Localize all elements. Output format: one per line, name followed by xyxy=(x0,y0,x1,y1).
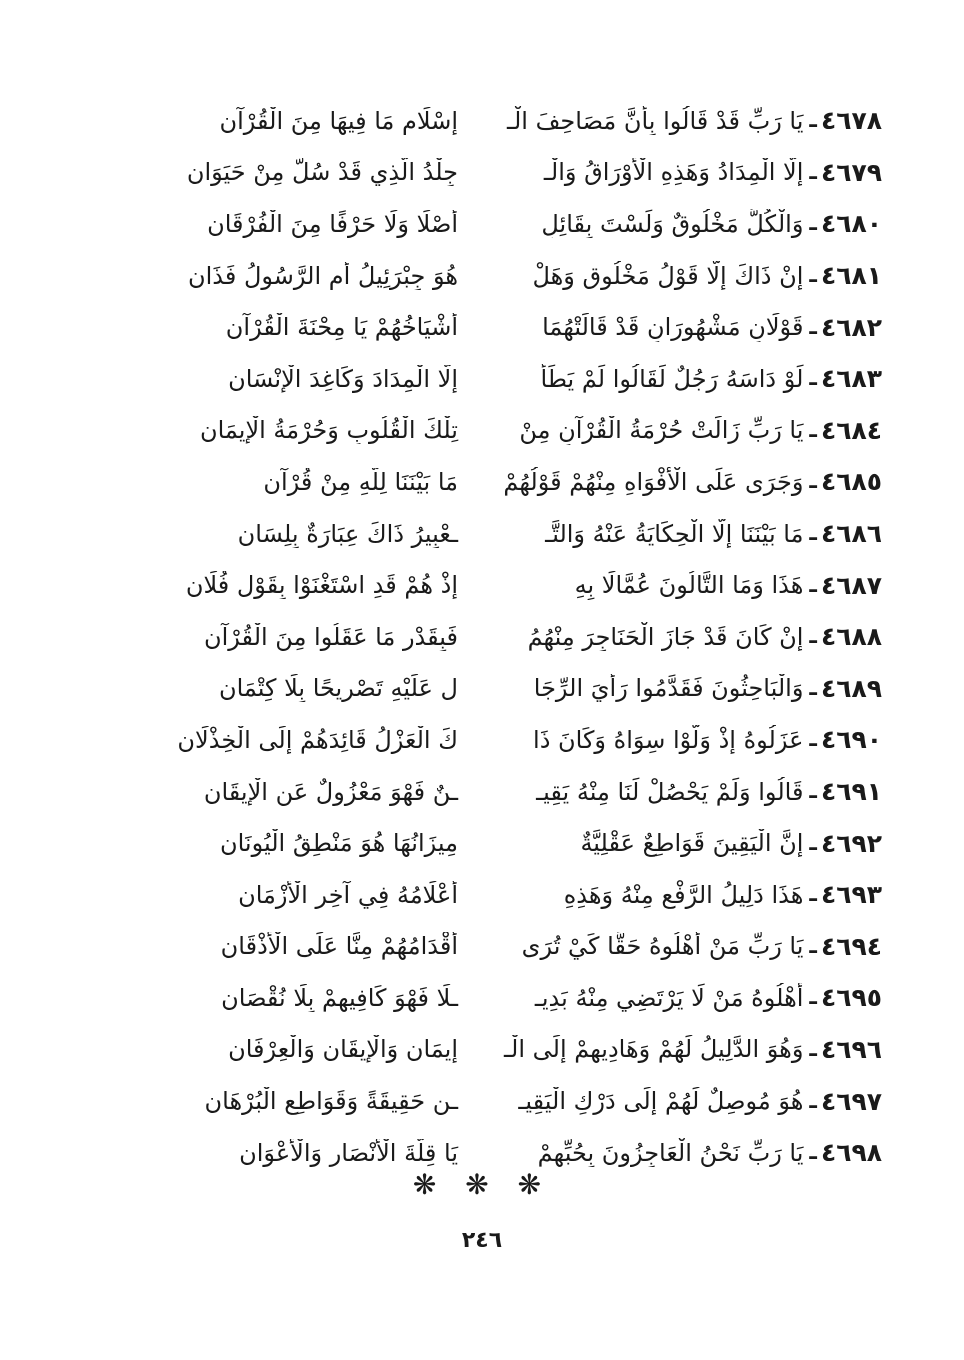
second-hemistich: أَقْدَامُهُمْ مِنَّا عَلَى الْأَذْقَانِ xyxy=(220,932,458,961)
first-hemistich: وَالْكُلُّ مَخْلُوقٌ وَلَسْتَ بِقَائِلٍ xyxy=(541,209,804,238)
verse-dash: ـ xyxy=(809,314,817,340)
first-hemistich-cell xyxy=(472,106,882,135)
second-hemistich: أَعْلَامُهُ فِي آخِرِ الْأَزْمَانِ xyxy=(238,880,458,909)
verse-row xyxy=(62,1024,882,1076)
verse-dash: ـ xyxy=(809,469,817,495)
second-hemistich-cell xyxy=(62,210,472,238)
first-hemistich: قَوْلَانِ مَشْهُورَانِ قَدْ قَالَتْهُمَا xyxy=(542,313,804,342)
second-hemistich: ـلًا فَهْوَ كَافِيهِمْ بِلَا نُقْصَانِ xyxy=(221,983,458,1012)
first-hemistich-cell xyxy=(472,880,882,909)
second-hemistich: تِلْكَ الْقُلُوبِ وَحُرْمَةُ الْإِيمَانِ xyxy=(199,416,458,445)
verse-dash: ـ xyxy=(809,211,817,237)
verse-row xyxy=(62,611,882,663)
verse-dash: ـ xyxy=(809,417,817,443)
verse-row xyxy=(62,147,882,199)
first-hemistich-cell xyxy=(472,932,882,961)
verse-dash: ـ xyxy=(809,1036,817,1062)
verse-number: ٤٦٨٠ xyxy=(820,209,882,239)
verse-number: ٤٦٩٦ xyxy=(820,1034,882,1064)
first-hemistich: هَذَا وَمَا التَّالُونَ عُمَّالًا بِهِ xyxy=(574,571,804,600)
first-hemistich: أَهْلُوهُ مَنْ لَا يَرْتَضِي مِنْهُ بَدِيـ xyxy=(534,983,804,1012)
verse-row xyxy=(62,559,882,611)
first-hemistich: يَا رَبِّ نَحْنُ الْعَاجِزُونَ بِحُبِّهِمْ xyxy=(537,1138,804,1167)
verse-dash: ـ xyxy=(809,933,817,959)
first-hemistich: إِنَّ الْيَقِينَ قَوَاطِعٌ عَقْلِيَّةٌ xyxy=(580,829,804,858)
verse-row xyxy=(62,198,882,250)
verse-dash: ـ xyxy=(809,1140,817,1166)
verse-number: ٤٦٩٣ xyxy=(820,880,882,910)
verse-dash: ـ xyxy=(809,366,817,392)
first-hemistich: يَا رَبِّ مَنْ أَهْلُوهُ حَقًّا كَيْ تُرَى xyxy=(521,932,804,961)
second-hemistich: لِ عَلَيْهِ تَصْرِيحًا بِلَا كِتْمَانِ xyxy=(218,674,458,703)
verse-dash: ـ xyxy=(809,159,817,185)
poem-verses xyxy=(62,95,882,1178)
verse-row xyxy=(62,766,882,818)
verse-dash: ـ xyxy=(809,521,817,547)
verse-dash: ـ xyxy=(809,572,817,598)
second-hemistich: إِلَّا الْمِدَادَ وَكَاغِدَ الْإِنْسَانِ xyxy=(228,364,458,393)
first-hemistich-cell xyxy=(472,829,882,858)
second-hemistich-cell xyxy=(62,1035,472,1063)
verse-number: ٤٦٩٤ xyxy=(820,931,882,961)
first-hemistich-cell xyxy=(472,1138,882,1167)
second-hemistich-cell xyxy=(62,571,472,599)
verse-dash: ـ xyxy=(809,727,817,753)
verse-dash: ـ xyxy=(809,779,817,805)
verse-row xyxy=(62,972,882,1024)
second-hemistich-cell xyxy=(62,520,472,548)
verse-row xyxy=(62,1075,882,1127)
first-hemistich-cell xyxy=(472,519,882,548)
verse-number: ٤٦٨٣ xyxy=(820,364,882,394)
verse-number: ٤٦٨١ xyxy=(820,261,882,291)
verse-row xyxy=(62,405,882,457)
first-hemistich: إِنْ ذَاكَ إِلَّا قَوْلُ مَخْلُوقٍ وَهَلْ xyxy=(532,261,804,290)
first-hemistich-cell xyxy=(472,983,882,1012)
second-hemistich-cell xyxy=(62,674,472,702)
second-hemistich: ـنِ حَقِيقَةً وَقَوَاطِعِ الْبُرْهَانِ xyxy=(204,1087,458,1116)
first-hemistich-cell xyxy=(472,467,882,496)
verse-number: ٤٦٨٨ xyxy=(820,622,882,652)
first-hemistich: هَذَا دَلِيلُ الرَّفْعِ مِنْهُ وَهَذِهِ xyxy=(563,880,804,909)
verse-row xyxy=(62,869,882,921)
verse-row xyxy=(62,817,882,869)
first-hemistich-cell xyxy=(472,622,882,651)
verse-dash: ـ xyxy=(809,675,817,701)
verse-number: ٤٦٩١ xyxy=(820,777,882,807)
second-hemistich-cell xyxy=(62,984,472,1012)
second-hemistich: مَا بَيْنَنَا لِلَّهِ مِنْ قُرْآنِ xyxy=(263,467,458,496)
verse-row xyxy=(62,714,882,766)
second-hemistich-cell xyxy=(62,829,472,857)
first-hemistich-cell xyxy=(472,261,882,290)
second-hemistich: أَصْلًا وَلَا حَرْفًا مِنَ الْفُرْقَانِ xyxy=(207,209,458,238)
first-hemistich-cell xyxy=(472,725,882,754)
verse-row xyxy=(62,95,882,147)
verse-row xyxy=(62,353,882,405)
verse-number: ٤٦٨٦ xyxy=(820,519,882,549)
verse-number: ٤٦٩٠ xyxy=(820,725,882,755)
verse-row xyxy=(62,250,882,302)
verse-number: ٤٦٧٩ xyxy=(820,157,882,187)
verse-number: ٤٦٨٩ xyxy=(820,673,882,703)
verse-row xyxy=(62,921,882,973)
verse-row xyxy=(62,456,882,508)
second-hemistich-cell xyxy=(62,623,472,651)
second-hemistich: كَ الْعَزْلُ قَائِدَهُمْ إِلَى الْخِذْلَانِ xyxy=(177,725,458,754)
first-hemistich-cell xyxy=(472,313,882,342)
first-hemistich-cell xyxy=(472,364,882,393)
second-hemistich: إِسْلَامِ مَا فِيهَا مِنَ الْقُرْآنِ xyxy=(219,106,458,135)
verse-number: ٤٦٩٢ xyxy=(820,828,882,858)
verse-number: ٤٦٨٤ xyxy=(820,415,882,445)
second-hemistich-cell xyxy=(62,313,472,341)
first-hemistich-cell xyxy=(472,416,882,445)
section-separator: ❋ ❋ ❋ xyxy=(412,1168,552,1201)
first-hemistich: هُوَ مُوصِلٌ لَهُمْ إِلَى دَرْكِ الْيَقِيـ xyxy=(518,1087,804,1116)
verse-number: ٤٦٨٧ xyxy=(820,570,882,600)
verse-number: ٤٦٨٢ xyxy=(820,312,882,342)
first-hemistich-cell xyxy=(472,209,882,238)
second-hemistich: مِيزَانُهَا هُوَ مَنْطِقُ الْيُونَانِ xyxy=(219,829,458,858)
first-hemistich: وَجَرَى عَلَى الْأَفْوَاهِ مِنْهُمْ قَوْلُهُمْ xyxy=(503,467,804,496)
verse-number: ٤٦٨٥ xyxy=(820,467,882,497)
first-hemistich: وَالْبَاحِثُونَ فَقَدَّمُوا رَأْيَ الرِّجَا xyxy=(533,674,804,703)
first-hemistich-cell xyxy=(472,1035,882,1064)
second-hemistich: إِيمَانِ وَالْإِيقَانِ وَالْعِرْفَانِ xyxy=(228,1035,458,1064)
first-hemistich: عَزَلُوهُ إِذْ وَلَّوْا سِوَاهُ وَكَانَ ذَا xyxy=(533,725,804,754)
first-hemistich-cell xyxy=(472,1087,882,1116)
verse-number: ٤٦٧٨ xyxy=(820,106,882,136)
first-hemistich-cell xyxy=(472,674,882,703)
verse-dash: ـ xyxy=(809,624,817,650)
second-hemistich-cell xyxy=(62,932,472,960)
verse-row xyxy=(62,508,882,560)
second-hemistich-cell xyxy=(62,726,472,754)
verse-dash: ـ xyxy=(809,263,817,289)
first-hemistich: لَوْ دَاسَهُ رَجُلٌ لَقَالُوا لَمْ يَطَأْ xyxy=(540,364,804,393)
first-hemistich: يَا رَبِّ زَالَتْ حُرْمَةُ الْقُرْآنِ مِنْ xyxy=(519,416,804,445)
first-hemistich: قَالُوا وَلَمْ يَحْصُلْ لَنَا مِنْهُ يَقِيـ xyxy=(536,777,804,806)
verse-number: ٤٦٩٥ xyxy=(820,983,882,1013)
second-hemistich-cell xyxy=(62,365,472,393)
verse-row xyxy=(62,301,882,353)
second-hemistich-cell xyxy=(62,262,472,290)
second-hemistich: إِذْ هُمْ قَدِ اسْتَغْنَوْا بِقَوْلِ فُلَانِ xyxy=(185,571,458,600)
page-number: ٢٤٦ xyxy=(461,1228,503,1253)
first-hemistich-cell xyxy=(472,571,882,600)
second-hemistich: هُوَ جِبْرَئِيلُ أَمِ الرَّسُولُ فَذَانِ xyxy=(187,261,458,290)
verse-dash: ـ xyxy=(809,985,817,1011)
second-hemistich-cell xyxy=(62,416,472,444)
first-hemistich-cell xyxy=(472,158,882,187)
second-hemistich-cell xyxy=(62,881,472,909)
first-hemistich: مَا بَيْنَنَا إِلَّا الْحِكَايَةُ عَنْهُ وَالتَّـ xyxy=(545,519,804,548)
first-hemistich: وَهُوَ الدَّلِيلُ لَهُمْ وَهَادِيهِمْ إِلَى الْـ xyxy=(504,1035,804,1064)
verse-number: ٤٦٩٧ xyxy=(820,1086,882,1116)
first-hemistich-cell xyxy=(472,777,882,806)
verse-dash: ـ xyxy=(809,830,817,856)
verse-number: ٤٦٩٨ xyxy=(820,1138,882,1168)
second-hemistich-cell xyxy=(62,107,472,135)
first-hemistich: إِلَّا الْمِدَادُ وَهَذِهِ الْأَوْرَاقُ وَالْـ xyxy=(543,158,804,187)
second-hemistich-cell xyxy=(62,778,472,806)
second-hemistich-cell xyxy=(62,1087,472,1115)
second-hemistich-cell xyxy=(62,468,472,496)
second-hemistich: يَا قِلَّةَ الْأَنْصَارِ وَالْأَعْوَانِ xyxy=(239,1138,458,1167)
first-hemistich: يَا رَبِّ قَدْ قَالُوا بِأَنَّ مَصَاحِفَ الْـ xyxy=(506,106,804,135)
verse-row xyxy=(62,663,882,715)
second-hemistich: أَشْيَاخُهُمْ يَا مِحْنَةَ الْقُرْآنِ xyxy=(225,313,458,342)
verse-dash: ـ xyxy=(809,108,817,134)
verse-dash: ـ xyxy=(809,882,817,908)
second-hemistich-cell xyxy=(62,158,472,186)
second-hemistich: ـنٌ فَهْوَ مَعْزُولٌ عَنِ الْإِيقَانِ xyxy=(203,777,458,806)
second-hemistich-cell xyxy=(62,1139,472,1167)
second-hemistich: جِلْدُ الَّذِي قَدْ سُلَّ مِنْ حَيَوَانِ xyxy=(186,158,458,187)
verse-dash: ـ xyxy=(809,1088,817,1114)
first-hemistich: إِنْ كَانَ قَدْ جَازَ الْحَنَاجِرَ مِنْهُمُ xyxy=(527,622,804,651)
second-hemistich: ـعْبِيرُ ذَاكَ عِبَارَةٌ بِلِسَانِ xyxy=(237,519,458,548)
second-hemistich: فَبِقَدْرِ مَا عَقَلُوا مِنَ الْقُرْآنِ xyxy=(204,622,458,651)
